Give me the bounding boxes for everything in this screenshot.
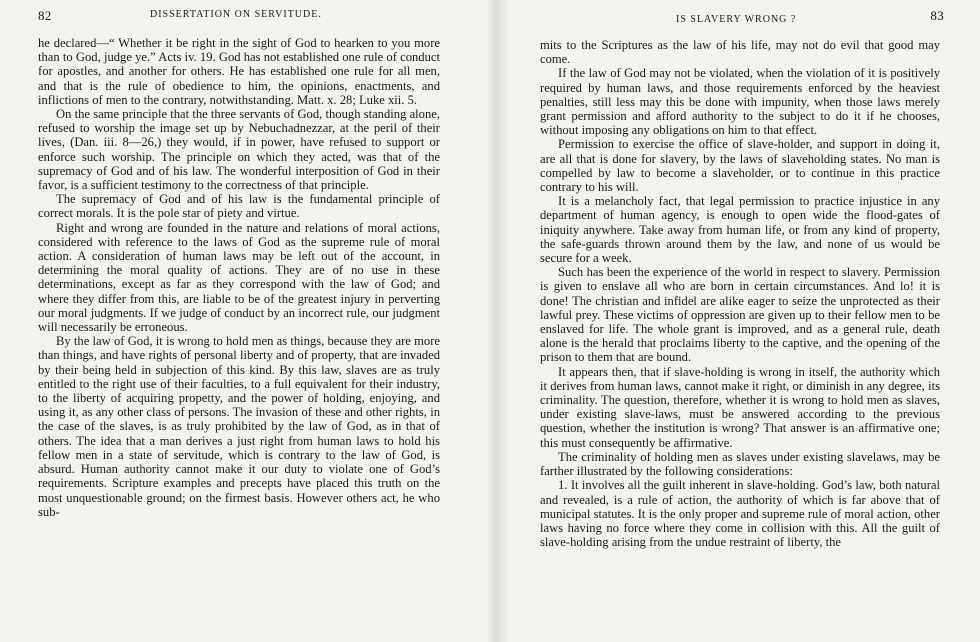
paragraph: 1. It involves all the guilt inherent in slave-holding. God’s law, both natural and revealed, is a rule of action, the authority of which is far above that of municipal statutes. It is the only proper and supreme rule of moral action, other laws having no force where they come in collision with this. All the guilt of slave-holding arising from the undue restraint of liberty, the	[540, 478, 940, 550]
left-page-header	[38, 6, 440, 28]
paragraph: he declared—“ Whether it be right in the sight of God to hearken to you more than to God, judge ye.” Acts iv. 19. God has not established one rule of conduct for apostles, and another for others. He has established one rule for all men, and that is the rule of obedience to him, the opinions, enactments, and inflictions of men to the contrary, notwithstanding. Matt. x. 28; Luke xii. 5.	[38, 36, 440, 107]
paragraph: The supremacy of God and of his law is the fundamental principle of correct morals. It is the pole star of piety and virtue.	[38, 192, 440, 221]
paragraph: It appears then, that if slave-holding is wrong in itself, the authority which it derives from human laws, cannot make it right, or diminish in any degree, its criminality. The question, therefore, whether it is wrong to hold men as slaves, under existing slave-laws, must be answered according to the previous question, whether the institution is wrong? That answer is an affirmative one; this must consequently be affirmative.	[540, 364, 940, 450]
right-running-head: IS SLAVERY WRONG ?	[676, 14, 797, 25]
paragraph: Such has been the experience of the world in respect to slavery. Permission is given to enslave all who are born in certain circumstances. And lo! it is done! The christian and infidel are alike eager to seize the unprotected as their lawful prey. These victims of oppression are given up to their fellow men to be enslaved for life. The whole grant is improved, and as a general rule, death alone is the herald that proclaims liberty to the captive, and the opening of the prison to them that are bound.	[540, 265, 940, 365]
right-page-body	[540, 38, 940, 549]
left-running-head: DISSERTATION ON SERVITUDE.	[150, 9, 322, 20]
left-page-number: 82	[38, 8, 52, 23]
right-page-number: 83	[930, 8, 944, 23]
paragraph: The criminality of holding men as slaves under existing slavelaws, may be farther illustrated by the following considerations:	[540, 449, 940, 479]
paragraph: It is a melancholy fact, that legal permission to practice injustice in any department of human agency, is enough to open wide the flood-gates of iniquity anywhere. Take away from human life, or from any kind of property, the safe-guards thrown around them by the law, and none of us would be secure for a week.	[540, 194, 940, 266]
paragraph: mits to the Scriptures as the law of his life, may not do evil that good may come.	[540, 38, 940, 67]
paragraph: Right and wrong are founded in the nature and relations of moral actions, considered with reference to the laws of God as the supreme rule of moral action. A consideration of human laws may be left out of the account, in determining the moral quality of actions. They are of no use in these determinations, except as far as they correspond with the law of God; and where they differ from this, are liable to be of the greatest injury in perverting our moral judgments. If we judge of conduct by an incorrect rule, our judgment will necessarily be erroneous.	[38, 220, 440, 335]
paragraph: If the law of God may not be violated, when the violation of it is positively required by human laws, and those requirements enforced by the heaviest penalties, still less may this be done with impunity, when those laws merely grant permission and afford authority to the subject to do it if he chooses, without imposing any obligations on him to that effect.	[540, 66, 940, 138]
paragraph: On the same principle that the three servants of God, though standing alone, refused to worship the image set up by Nebuchadnezzar, at the peril of their lives, (Dan. iii. 8—26,) they would, if in power, have refused to support or enforce such worship. The principle on which they acted, was that of the supremacy of God and of his law. The wonderful interposition of God in their favor, is a sufficient testimony to the correctness of that principle.	[38, 107, 440, 193]
left-page-body	[38, 36, 440, 519]
right-page-header	[540, 6, 944, 28]
paragraph: Permission to exercise the office of slave-holder, and support in doing it, are all that is done for slavery, by the laws of slaveholding states. No man is compelled by law to become a slaveholder, or to continue in this practice contrary to his will.	[540, 137, 940, 195]
left-page	[38, 6, 440, 519]
book-gutter	[486, 0, 508, 642]
paragraph: By the law of God, it is wrong to hold men as things, because they are more than things, and have rights of personal liberty and of property, that are invaded by their being held in subjection of this kind. By this law, slaves are as truly entitled to the right use of their faculties, to a full equivalent for their industry, to the liberty of acquiring propetty, and the power of holding, enjoying, and using it, as any other class of persons. The invasion of these and other rights, in the case of the slaves, is as truly prohibited by the law of God, as in that of others. The idea that a man derives a just right from human laws to hold his fellow men in a state of servitude, which is contrary to the law of God, is absurd. Human authority cannot make it our duty to violate one of God’s requirements. Scripture examples and precepts have placed this truth on the most unquestionable ground; on the firmest basis. However others act, he who sub-	[38, 334, 440, 519]
right-page	[540, 6, 944, 550]
